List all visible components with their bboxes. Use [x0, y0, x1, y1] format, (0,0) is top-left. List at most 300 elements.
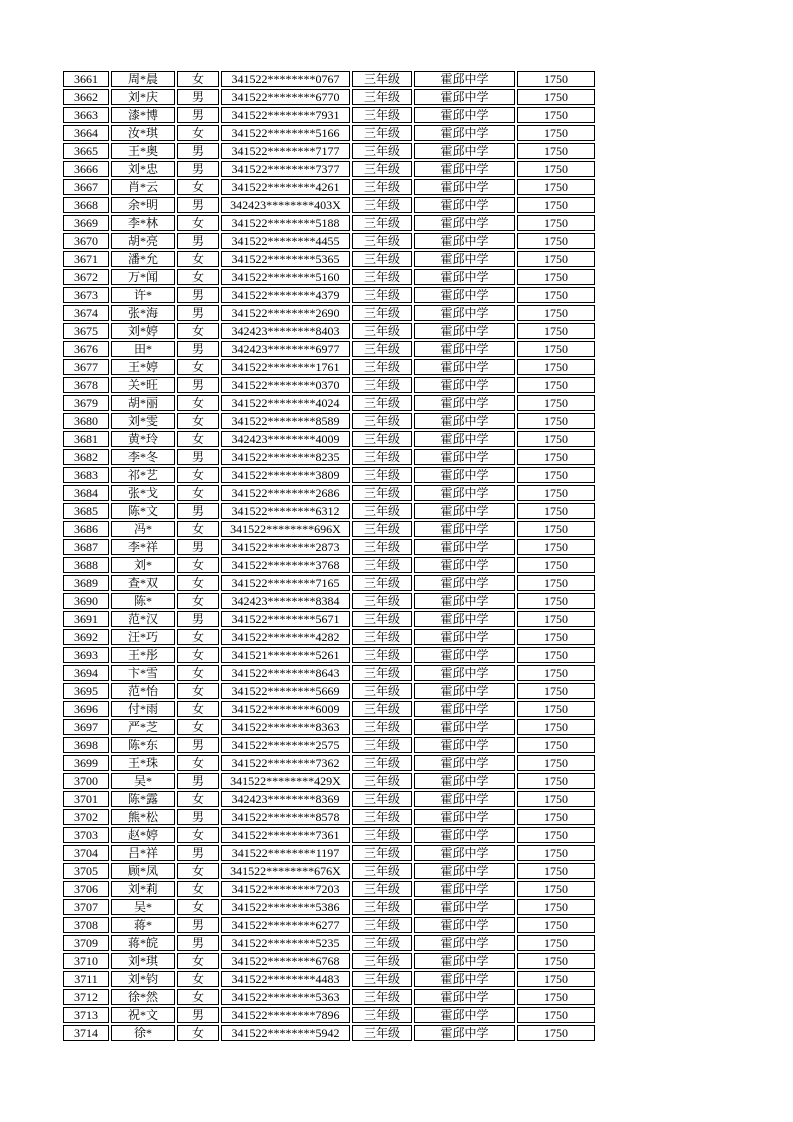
cell-seq: 3676	[63, 341, 109, 357]
cell-id_number: 341522********2686	[221, 485, 350, 501]
cell-grade: 三年级	[352, 215, 412, 231]
table-row	[63, 629, 595, 645]
table-row	[63, 323, 595, 339]
cell-name: 关*旺	[111, 377, 175, 393]
table-row	[63, 899, 595, 915]
cell-seq: 3694	[63, 665, 109, 681]
cell-name: 黄*玲	[111, 431, 175, 447]
cell-amount: 1750	[517, 935, 595, 951]
cell-gender: 女	[177, 467, 219, 483]
cell-gender: 女	[177, 125, 219, 141]
cell-grade: 三年级	[352, 719, 412, 735]
cell-name: 张*戈	[111, 485, 175, 501]
cell-id_number: 342423********8369	[221, 791, 350, 807]
cell-school: 霍邱中学	[414, 953, 515, 969]
cell-name: 刘*琪	[111, 953, 175, 969]
cell-school: 霍邱中学	[414, 845, 515, 861]
table-row	[63, 395, 595, 411]
cell-id_number: 341522********5166	[221, 125, 350, 141]
table-row	[63, 791, 595, 807]
cell-name: 张*海	[111, 305, 175, 321]
cell-amount: 1750	[517, 989, 595, 1005]
cell-school: 霍邱中学	[414, 71, 515, 87]
cell-name: 范*怡	[111, 683, 175, 699]
cell-amount: 1750	[517, 485, 595, 501]
cell-grade: 三年级	[352, 611, 412, 627]
cell-grade: 三年级	[352, 359, 412, 375]
cell-school: 霍邱中学	[414, 503, 515, 519]
cell-seq: 3690	[63, 593, 109, 609]
cell-id_number: 341522********2575	[221, 737, 350, 753]
cell-amount: 1750	[517, 881, 595, 897]
cell-amount: 1750	[517, 89, 595, 105]
cell-school: 霍邱中学	[414, 341, 515, 357]
cell-grade: 三年级	[352, 503, 412, 519]
cell-gender: 女	[177, 1025, 219, 1041]
cell-id_number: 342423********8403	[221, 323, 350, 339]
cell-school: 霍邱中学	[414, 701, 515, 717]
cell-school: 霍邱中学	[414, 449, 515, 465]
cell-school: 霍邱中学	[414, 557, 515, 573]
cell-amount: 1750	[517, 863, 595, 879]
cell-id_number: 341522********4024	[221, 395, 350, 411]
cell-seq: 3684	[63, 485, 109, 501]
cell-seq: 3692	[63, 629, 109, 645]
cell-id_number: 341522********7362	[221, 755, 350, 771]
table-row	[63, 233, 595, 249]
cell-gender: 女	[177, 395, 219, 411]
table-row	[63, 881, 595, 897]
table-row	[63, 575, 595, 591]
cell-id_number: 341522********4282	[221, 629, 350, 645]
cell-amount: 1750	[517, 539, 595, 555]
cell-amount: 1750	[517, 845, 595, 861]
cell-gender: 男	[177, 1007, 219, 1023]
cell-school: 霍邱中学	[414, 1025, 515, 1041]
cell-grade: 三年级	[352, 413, 412, 429]
cell-school: 霍邱中学	[414, 323, 515, 339]
cell-seq: 3693	[63, 647, 109, 663]
cell-name: 徐*然	[111, 989, 175, 1005]
cell-id_number: 341522********6277	[221, 917, 350, 933]
cell-amount: 1750	[517, 341, 595, 357]
cell-id_number: 341522********5160	[221, 269, 350, 285]
cell-amount: 1750	[517, 395, 595, 411]
cell-id_number: 341522********2873	[221, 539, 350, 555]
cell-gender: 男	[177, 611, 219, 627]
cell-amount: 1750	[517, 449, 595, 465]
cell-grade: 三年级	[352, 773, 412, 789]
cell-school: 霍邱中学	[414, 863, 515, 879]
cell-id_number: 341522********3809	[221, 467, 350, 483]
cell-name: 潘*允	[111, 251, 175, 267]
cell-name: 漆*博	[111, 107, 175, 123]
cell-gender: 女	[177, 647, 219, 663]
cell-school: 霍邱中学	[414, 683, 515, 699]
cell-id_number: 341522********7361	[221, 827, 350, 843]
cell-school: 霍邱中学	[414, 233, 515, 249]
cell-seq: 3661	[63, 71, 109, 87]
cell-grade: 三年级	[352, 557, 412, 573]
cell-seq: 3671	[63, 251, 109, 267]
cell-grade: 三年级	[352, 197, 412, 213]
cell-grade: 三年级	[352, 323, 412, 339]
cell-grade: 三年级	[352, 917, 412, 933]
cell-grade: 三年级	[352, 161, 412, 177]
cell-amount: 1750	[517, 413, 595, 429]
cell-grade: 三年级	[352, 251, 412, 267]
cell-grade: 三年级	[352, 683, 412, 699]
table-row	[63, 683, 595, 699]
cell-seq: 3683	[63, 467, 109, 483]
cell-amount: 1750	[517, 719, 595, 735]
cell-gender: 女	[177, 899, 219, 915]
cell-gender: 男	[177, 845, 219, 861]
cell-id_number: 341522********5669	[221, 683, 350, 699]
cell-gender: 女	[177, 827, 219, 843]
cell-school: 霍邱中学	[414, 467, 515, 483]
cell-grade: 三年级	[352, 233, 412, 249]
cell-seq: 3672	[63, 269, 109, 285]
cell-name: 刘*婷	[111, 323, 175, 339]
cell-amount: 1750	[517, 773, 595, 789]
cell-id_number: 341522********676X	[221, 863, 350, 879]
cell-school: 霍邱中学	[414, 431, 515, 447]
cell-school: 霍邱中学	[414, 773, 515, 789]
cell-school: 霍邱中学	[414, 215, 515, 231]
cell-school: 霍邱中学	[414, 179, 515, 195]
cell-amount: 1750	[517, 161, 595, 177]
cell-id_number: 341522********4455	[221, 233, 350, 249]
cell-amount: 1750	[517, 575, 595, 591]
cell-seq: 3710	[63, 953, 109, 969]
table-row	[63, 935, 595, 951]
cell-id_number: 341522********7896	[221, 1007, 350, 1023]
cell-amount: 1750	[517, 557, 595, 573]
cell-name: 王*奥	[111, 143, 175, 159]
cell-id_number: 341522********8643	[221, 665, 350, 681]
cell-id_number: 341522********6009	[221, 701, 350, 717]
cell-name: 胡*丽	[111, 395, 175, 411]
cell-school: 霍邱中学	[414, 485, 515, 501]
cell-school: 霍邱中学	[414, 89, 515, 105]
cell-amount: 1750	[517, 755, 595, 771]
table-row	[63, 305, 595, 321]
cell-school: 霍邱中学	[414, 719, 515, 735]
cell-seq: 3669	[63, 215, 109, 231]
cell-grade: 三年级	[352, 827, 412, 843]
cell-amount: 1750	[517, 665, 595, 681]
cell-seq: 3678	[63, 377, 109, 393]
table-row	[63, 215, 595, 231]
cell-amount: 1750	[517, 521, 595, 537]
cell-school: 霍邱中学	[414, 755, 515, 771]
table-row	[63, 143, 595, 159]
cell-name: 万*闻	[111, 269, 175, 285]
cell-id_number: 341522********2690	[221, 305, 350, 321]
cell-seq: 3677	[63, 359, 109, 375]
cell-grade: 三年级	[352, 179, 412, 195]
cell-grade: 三年级	[352, 755, 412, 771]
cell-name: 余*明	[111, 197, 175, 213]
cell-gender: 女	[177, 179, 219, 195]
cell-id_number: 341522********429X	[221, 773, 350, 789]
cell-name: 严*芝	[111, 719, 175, 735]
table-row	[63, 251, 595, 267]
cell-id_number: 341522********5671	[221, 611, 350, 627]
cell-id_number: 341522********7377	[221, 161, 350, 177]
table-row	[63, 503, 595, 519]
cell-gender: 男	[177, 503, 219, 519]
cell-grade: 三年级	[352, 143, 412, 159]
cell-school: 霍邱中学	[414, 791, 515, 807]
cell-name: 汪*巧	[111, 629, 175, 645]
cell-id_number: 341522********5386	[221, 899, 350, 915]
cell-id_number: 341522********6770	[221, 89, 350, 105]
table-row	[63, 341, 595, 357]
cell-seq: 3697	[63, 719, 109, 735]
cell-school: 霍邱中学	[414, 269, 515, 285]
cell-amount: 1750	[517, 701, 595, 717]
cell-name: 祝*文	[111, 1007, 175, 1023]
cell-grade: 三年级	[352, 791, 412, 807]
cell-gender: 女	[177, 701, 219, 717]
cell-amount: 1750	[517, 233, 595, 249]
cell-name: 查*双	[111, 575, 175, 591]
cell-name: 冯*	[111, 521, 175, 537]
cell-gender: 男	[177, 287, 219, 303]
cell-school: 霍邱中学	[414, 665, 515, 681]
cell-seq: 3705	[63, 863, 109, 879]
cell-school: 霍邱中学	[414, 809, 515, 825]
cell-gender: 女	[177, 71, 219, 87]
cell-amount: 1750	[517, 323, 595, 339]
cell-gender: 男	[177, 809, 219, 825]
cell-id_number: 342423********8384	[221, 593, 350, 609]
table-row	[63, 701, 595, 717]
table-row	[63, 89, 595, 105]
cell-school: 霍邱中学	[414, 629, 515, 645]
table-row	[63, 971, 595, 987]
cell-gender: 女	[177, 755, 219, 771]
cell-name: 王*珠	[111, 755, 175, 771]
cell-gender: 女	[177, 665, 219, 681]
cell-school: 霍邱中学	[414, 737, 515, 753]
cell-amount: 1750	[517, 1007, 595, 1023]
cell-seq: 3701	[63, 791, 109, 807]
cell-grade: 三年级	[352, 467, 412, 483]
cell-gender: 女	[177, 359, 219, 375]
cell-gender: 女	[177, 593, 219, 609]
cell-grade: 三年级	[352, 89, 412, 105]
cell-grade: 三年级	[352, 971, 412, 987]
cell-id_number: 341522********696X	[221, 521, 350, 537]
cell-amount: 1750	[517, 827, 595, 843]
cell-seq: 3662	[63, 89, 109, 105]
cell-school: 霍邱中学	[414, 593, 515, 609]
cell-amount: 1750	[517, 629, 595, 645]
cell-grade: 三年级	[352, 575, 412, 591]
cell-amount: 1750	[517, 305, 595, 321]
cell-name: 徐*	[111, 1025, 175, 1041]
cell-id_number: 341522********5942	[221, 1025, 350, 1041]
cell-amount: 1750	[517, 107, 595, 123]
cell-seq: 3682	[63, 449, 109, 465]
cell-name: 赵*婷	[111, 827, 175, 843]
table-row	[63, 647, 595, 663]
cell-amount: 1750	[517, 197, 595, 213]
cell-seq: 3688	[63, 557, 109, 573]
cell-name: 吴*	[111, 899, 175, 915]
cell-school: 霍邱中学	[414, 197, 515, 213]
cell-amount: 1750	[517, 467, 595, 483]
cell-amount: 1750	[517, 737, 595, 753]
cell-school: 霍邱中学	[414, 359, 515, 375]
cell-grade: 三年级	[352, 863, 412, 879]
cell-seq: 3664	[63, 125, 109, 141]
cell-name: 汝*琪	[111, 125, 175, 141]
cell-gender: 男	[177, 449, 219, 465]
cell-seq: 3666	[63, 161, 109, 177]
cell-amount: 1750	[517, 899, 595, 915]
cell-name: 祁*艺	[111, 467, 175, 483]
cell-id_number: 341522********8363	[221, 719, 350, 735]
cell-school: 霍邱中学	[414, 395, 515, 411]
cell-id_number: 341522********4483	[221, 971, 350, 987]
cell-amount: 1750	[517, 971, 595, 987]
cell-id_number: 341522********8589	[221, 413, 350, 429]
cell-name: 许*	[111, 287, 175, 303]
cell-id_number: 342423********403X	[221, 197, 350, 213]
cell-seq: 3696	[63, 701, 109, 717]
cell-gender: 女	[177, 521, 219, 537]
table-row	[63, 1007, 595, 1023]
cell-school: 霍邱中学	[414, 1007, 515, 1023]
cell-name: 王*婷	[111, 359, 175, 375]
table-row	[63, 593, 595, 609]
table-row	[63, 161, 595, 177]
cell-name: 刘*庆	[111, 89, 175, 105]
cell-school: 霍邱中学	[414, 251, 515, 267]
cell-grade: 三年级	[352, 1007, 412, 1023]
cell-gender: 女	[177, 953, 219, 969]
cell-seq: 3670	[63, 233, 109, 249]
cell-id_number: 341522********0370	[221, 377, 350, 393]
cell-amount: 1750	[517, 287, 595, 303]
cell-seq: 3663	[63, 107, 109, 123]
cell-id_number: 341522********5235	[221, 935, 350, 951]
cell-gender: 女	[177, 791, 219, 807]
table-row	[63, 737, 595, 753]
cell-grade: 三年级	[352, 305, 412, 321]
cell-seq: 3712	[63, 989, 109, 1005]
cell-school: 霍邱中学	[414, 899, 515, 915]
cell-school: 霍邱中学	[414, 881, 515, 897]
cell-gender: 男	[177, 773, 219, 789]
cell-amount: 1750	[517, 377, 595, 393]
cell-name: 顾*凤	[111, 863, 175, 879]
cell-amount: 1750	[517, 431, 595, 447]
cell-name: 陈*露	[111, 791, 175, 807]
cell-amount: 1750	[517, 179, 595, 195]
cell-name: 刘*忠	[111, 161, 175, 177]
cell-amount: 1750	[517, 647, 595, 663]
cell-name: 熊*松	[111, 809, 175, 825]
cell-seq: 3708	[63, 917, 109, 933]
cell-gender: 男	[177, 233, 219, 249]
cell-school: 霍邱中学	[414, 125, 515, 141]
cell-gender: 女	[177, 215, 219, 231]
cell-school: 霍邱中学	[414, 539, 515, 555]
cell-seq: 3674	[63, 305, 109, 321]
cell-seq: 3698	[63, 737, 109, 753]
table-row	[63, 1025, 595, 1041]
cell-seq: 3689	[63, 575, 109, 591]
cell-school: 霍邱中学	[414, 971, 515, 987]
cell-amount: 1750	[517, 269, 595, 285]
cell-school: 霍邱中学	[414, 575, 515, 591]
table-row	[63, 719, 595, 735]
cell-amount: 1750	[517, 1025, 595, 1041]
cell-id_number: 341522********4261	[221, 179, 350, 195]
cell-school: 霍邱中学	[414, 935, 515, 951]
cell-grade: 三年级	[352, 593, 412, 609]
cell-school: 霍邱中学	[414, 521, 515, 537]
table-row	[63, 773, 595, 789]
cell-gender: 女	[177, 269, 219, 285]
cell-amount: 1750	[517, 917, 595, 933]
table-row	[63, 449, 595, 465]
cell-seq: 3675	[63, 323, 109, 339]
cell-grade: 三年级	[352, 935, 412, 951]
cell-seq: 3707	[63, 899, 109, 915]
cell-grade: 三年级	[352, 539, 412, 555]
cell-amount: 1750	[517, 593, 595, 609]
cell-seq: 3691	[63, 611, 109, 627]
cell-seq: 3699	[63, 755, 109, 771]
cell-school: 霍邱中学	[414, 377, 515, 393]
table-row	[63, 377, 595, 393]
cell-name: 刘*	[111, 557, 175, 573]
cell-id_number: 341522********0767	[221, 71, 350, 87]
cell-amount: 1750	[517, 683, 595, 699]
cell-name: 陈*东	[111, 737, 175, 753]
cell-gender: 男	[177, 935, 219, 951]
table-row	[63, 71, 595, 87]
cell-name: 陈*文	[111, 503, 175, 519]
cell-amount: 1750	[517, 125, 595, 141]
cell-gender: 男	[177, 377, 219, 393]
cell-id_number: 341522********3768	[221, 557, 350, 573]
cell-amount: 1750	[517, 143, 595, 159]
cell-seq: 3706	[63, 881, 109, 897]
cell-gender: 男	[177, 197, 219, 213]
cell-gender: 女	[177, 557, 219, 573]
cell-grade: 三年级	[352, 989, 412, 1005]
table-row	[63, 917, 595, 933]
cell-grade: 三年级	[352, 341, 412, 357]
cell-id_number: 341522********8578	[221, 809, 350, 825]
cell-grade: 三年级	[352, 521, 412, 537]
table-row	[63, 989, 595, 1005]
cell-grade: 三年级	[352, 809, 412, 825]
cell-grade: 三年级	[352, 845, 412, 861]
cell-amount: 1750	[517, 71, 595, 87]
table-row	[63, 827, 595, 843]
cell-seq: 3714	[63, 1025, 109, 1041]
cell-grade: 三年级	[352, 1025, 412, 1041]
table-row	[63, 179, 595, 195]
